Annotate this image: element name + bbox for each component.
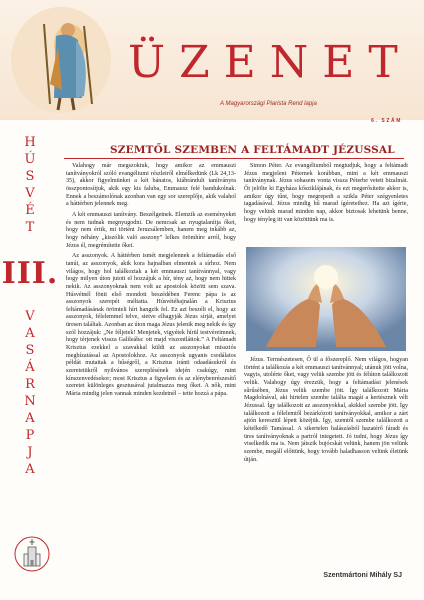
- letter: J: [27, 445, 33, 460]
- paragraph: Az asszonyok. A háttérben ismét megjelennek a feltámadás első tanúi, az asszonyok, akik kora hajnalban elmentek a sírhoz. Nem világos, hogy hol találkoztak a két emmauszi tanítvánnyal, vagy hogy milyen úton jutott el hozzájuk a hír, tény az, hogy nem hittek nekik. Az asszonyoknak nem volt az apostolok között sem szava. Húsvétnél fönti első mondott beszédében Ferenc pápa is az asszonyok szerepét méltatta. Húsvétéhajnalán a Krisztus feltámadásának örömteli hírt hangzik fel. Ez azt beszéli el, hogy az asszonyok, félelemmel telve, sietve elhagyják Jézus sírját, amelyet üresen találtak. Azonban az úton maga Jézus jelenik meg nekik és így szól hozzájuk: „Ne féljetek! Menjetek, vigyétek hírül testvéreimnek, hogy térjenek vissza Galileába: ott majd viszontláttok.” A Feltámadt Krisztus ezekkel a szavakkal küldi az asszonyokat missziós megbízatással az Apostolokhoz. Az asszonyok ugyanis csodálatos példát mutattak a hűségről, a Krisztus iránti odaadásukról és szeretetükről nyilvános szereplésének idején csakúgy, mint kínszenvedésekor; most Krisztus a figyelem és az elénybenrészesítő szeretet különleges gesztusával jutalmazza meg őket. A nők, mint Mária mindig jelen vannak minden kezdetnél – tette hozzá a pápa.: [66, 253, 236, 398]
- letter: V: [25, 186, 35, 201]
- sunday-number: III.: [1, 256, 59, 291]
- paragraph: A két emmauszi tanítvány. Beszélgetnek. Elemzik az eseményeket és nem tudnak megnyugodni. De nemcsak az nyugtalanítja őket, hogy nem értik, mi történt Jeruzsálemben, hanem meg inkább az, hogy néhány „kiszólik való asszony” lelkes örömhíre arról, hogy Jézus él, megrémítette őket.: [66, 211, 236, 249]
- letter: Ú: [24, 152, 36, 167]
- letter: A: [25, 462, 35, 477]
- letter: T: [25, 220, 35, 235]
- letter: H: [24, 135, 36, 150]
- issue-number: 6. SZÁM: [371, 118, 402, 124]
- letter: Á: [25, 360, 35, 375]
- letter: V: [25, 309, 35, 324]
- author-signature: Szentmártoni Mihály SJ: [323, 572, 402, 579]
- vertical-text-husvet: [0, 134, 60, 236]
- letter: S: [25, 343, 35, 358]
- church-logo-icon: [14, 534, 50, 574]
- letter: S: [25, 169, 35, 184]
- article-column-right-bottom: [244, 357, 408, 467]
- sidebar: [0, 126, 60, 600]
- hands-illustration: [246, 247, 406, 351]
- pilgrim-illustration: [10, 6, 112, 114]
- vertical-text-vasarnapja: [0, 308, 60, 478]
- letter: P: [25, 428, 35, 443]
- paragraph: Jézus. Természetesen, Ő ül a főszereplő. Nem világos, hogyan történt a találkozás a két emmauszi tanítvánnyal; utánuk jött volna, vagyis, utolérte őket, vagy velük szembe jött és félúton találkozott velük. Valahogy úgy érezzük, hogy a feltámadási jelenések sűrűsében, Jézus velük szembe jött. Így találkozott Mária Magdolnával, aki hirtelen szembe találta magát a kertésznek vélt Jézussal. Így találkozott az asszonyokkal, akikkel szembe jött. Így találkozott a félelemtől bezárkózott tanítványokkal, amikor a zárt ajtón keresztül lépett közéjük. Így, szemtől szembe találkozott a kételkedő Tamással. A sikertelen halászásból hazatérő fáradt és üres tanítványoknak a partról integetett. Jó tudni, hogy Jézus így viselkedik ma is. Nem játszik bujócskát velünk, hanem jön velünk szembe, megáll előttünk, hogy tovább haladhasson velünk életünk útján.: [244, 357, 408, 463]
- letter: R: [25, 377, 35, 392]
- paragraph: Valahogy már megszoktuk, hogy amikor az emmauszi tanítványokról szóló evangéliumi részletről elmélkedünk (Lk 24,13-35), akkor figyelmünket a két bánatos, kiábrándult tanítványra összpontosítjuk, akik egy kis faluba, Emmausz felé bandukolnak. Ennek a beszámolónak azonban van egy sor szereplője, akik valahol a háttérben jelennek meg.: [66, 163, 236, 208]
- letter: A: [25, 411, 35, 426]
- article-title: SZEMTŐL SZEMBEN A FELTÁMADT JÉZUSSAL: [110, 144, 395, 156]
- paragraph: Simon Péter. Az evangéliumból megtudjuk, hogy a feltámadt Jézus megjelent Péternek korábban, mint a két emmauszi tanítványnak. Jézus sohasem vonta vissza Péterbe vetett bizalmát. Őt jelölte ki Egyháza kősziklájának, és ezt megerősítette akkor is, amikor úgy tűnt, hogy megrepedt a szikla Péter szégyenletes tagadásával. Jézus mindig hű marad ígéreteihez. Ha azt ígérte, hogy velünk marad minden nap, akkor biztosak lehetünk benne, hogy tényleg itt van közöttünk ma is.: [244, 163, 408, 223]
- masthead-subtitle: A Magyarországi Piarista Rend lapja: [220, 101, 317, 107]
- letter: A: [25, 326, 35, 341]
- article-column-left: [66, 163, 236, 402]
- masthead-title: ÜZENET: [128, 37, 412, 88]
- article-column-right-top: [244, 163, 408, 227]
- title-divider: [64, 158, 404, 159]
- letter: É: [25, 203, 35, 218]
- letter: N: [24, 394, 36, 409]
